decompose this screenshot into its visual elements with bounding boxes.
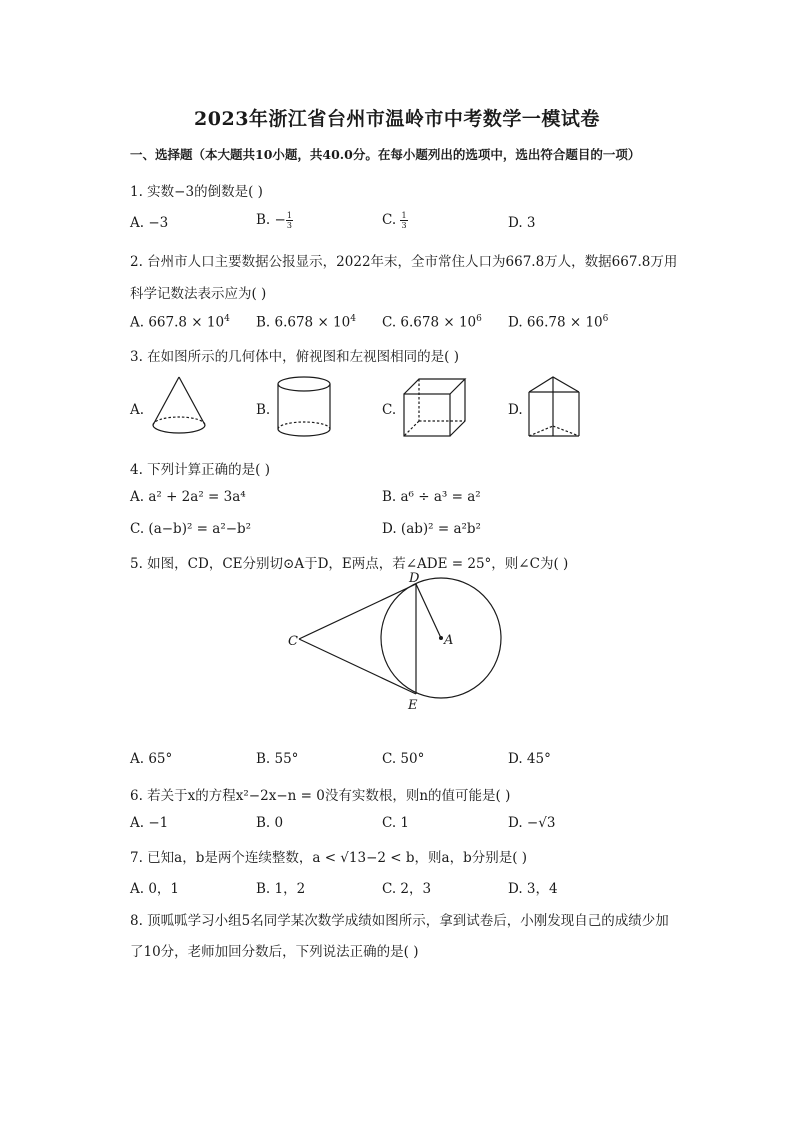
question-5-option-d: D. 45° [508,751,551,767]
question-3-option-b: B. [256,402,271,418]
question-6-option-a: A. −1 [130,815,169,831]
question-2-option-d: D. $66.78 \times 10^6$ [508,314,609,331]
question-2-option-b: B. $6.678 \times 10^4$ [256,314,356,331]
question-5-option-a: A. 65° [130,751,173,767]
tangent-ce [299,639,416,694]
question-6-stem: 6. 若关于x的方程x²−2x−n = 0没有实数根，则n的值可能是( ) [130,788,511,804]
question-6-option-c: C. 1 [382,815,410,831]
question-7-option-c: C. 2，3 [382,881,432,897]
question-5-stem: 5. 如图，CD，CE分别切⊙A于D，E两点，若∠ADE = 25°，则∠C为( ) [130,556,569,572]
cylinder-figure [275,374,335,440]
question-4-option-c: C. (a−b)² = a²−b² [130,521,252,537]
question-2-stem-line2: 科学记数法表示应为( ) [130,286,267,302]
fraction: $\frac{1}{3}$ [401,211,407,230]
label-d: D [409,571,420,586]
question-6-option-d: D. −√3 [508,815,556,831]
question-7-option-d: D. 3，4 [508,881,558,897]
question-5-option-c: C. 50° [382,751,425,767]
tangent-circle-figure [280,568,520,718]
question-8-stem-line1: 8. 顶呱呱学习小组5名同学某次数学成绩如图所示，拿到试卷后，小刚发现自己的成绩少加 [130,913,669,929]
question-1-option-d: D. 3 [508,215,536,231]
question-6-option-b: B. 0 [256,815,284,831]
question-3-option-a: A. [130,402,145,418]
question-5-option-b: B. 55° [256,751,299,767]
question-4-option-b: B. a⁶ ÷ a³ = a² [382,489,481,505]
exam-title: 2023年浙江省台州市温岭市中考数学一模试卷 [194,108,600,130]
label-e: E [408,698,418,713]
question-4-option-a: A. a² + 2a² = 3a⁴ [130,489,246,505]
question-2-stem-line1: 2. 台州市人口主要数据公报显示，2022年末，全市常住人口为667.8万人，数据667.8万用 [130,254,678,270]
question-1-stem: 1. 实数−3的倒数是( ) [130,184,263,200]
question-1-option-a: A. −3 [130,215,169,231]
question-3-option-d: D. [508,402,523,418]
question-1-option-b: B. − $\frac{1}{3}$ [256,211,292,230]
question-2-option-a: A. $667.8 \times 10^4$ [130,314,230,331]
question-7-stem: 7. 已知a，b是两个连续整数，a < √13−2 < b，则a，b分别是( ) [130,850,528,866]
question-1-option-c: C. $\frac{1}{3}$ [382,211,407,230]
triangular-prism-figure [526,374,586,440]
question-3-stem: 3. 在如图所示的几何体中，俯视图和左视图相同的是( ) [130,349,459,365]
question-7-option-b: B. 1，2 [256,881,306,897]
question-4-stem: 4. 下列计算正确的是( ) [130,462,270,478]
center-point-a [439,636,443,640]
question-4-option-d: D. (ab)² = a²b² [382,521,481,537]
cone-figure [148,374,212,440]
fraction: $\frac{1}{3}$ [286,211,292,230]
question-8-stem-line2: 了10分，老师加回分数后，下列说法正确的是( ) [130,944,419,960]
radius-ad [416,584,441,638]
question-3-option-c: C. [382,402,397,418]
tangent-cd [299,584,416,639]
label-a: A [444,633,454,648]
section-heading: 一、选择题（本大题共10小题，共40.0分。在每小题列出的选项中，选出符合题目的一项） [130,147,641,162]
question-2-option-c: C. $6.678 \times 10^6$ [382,314,482,331]
question-7-option-a: A. 0，1 [130,881,180,897]
cube-figure [400,374,470,440]
label-c: C [288,634,298,649]
